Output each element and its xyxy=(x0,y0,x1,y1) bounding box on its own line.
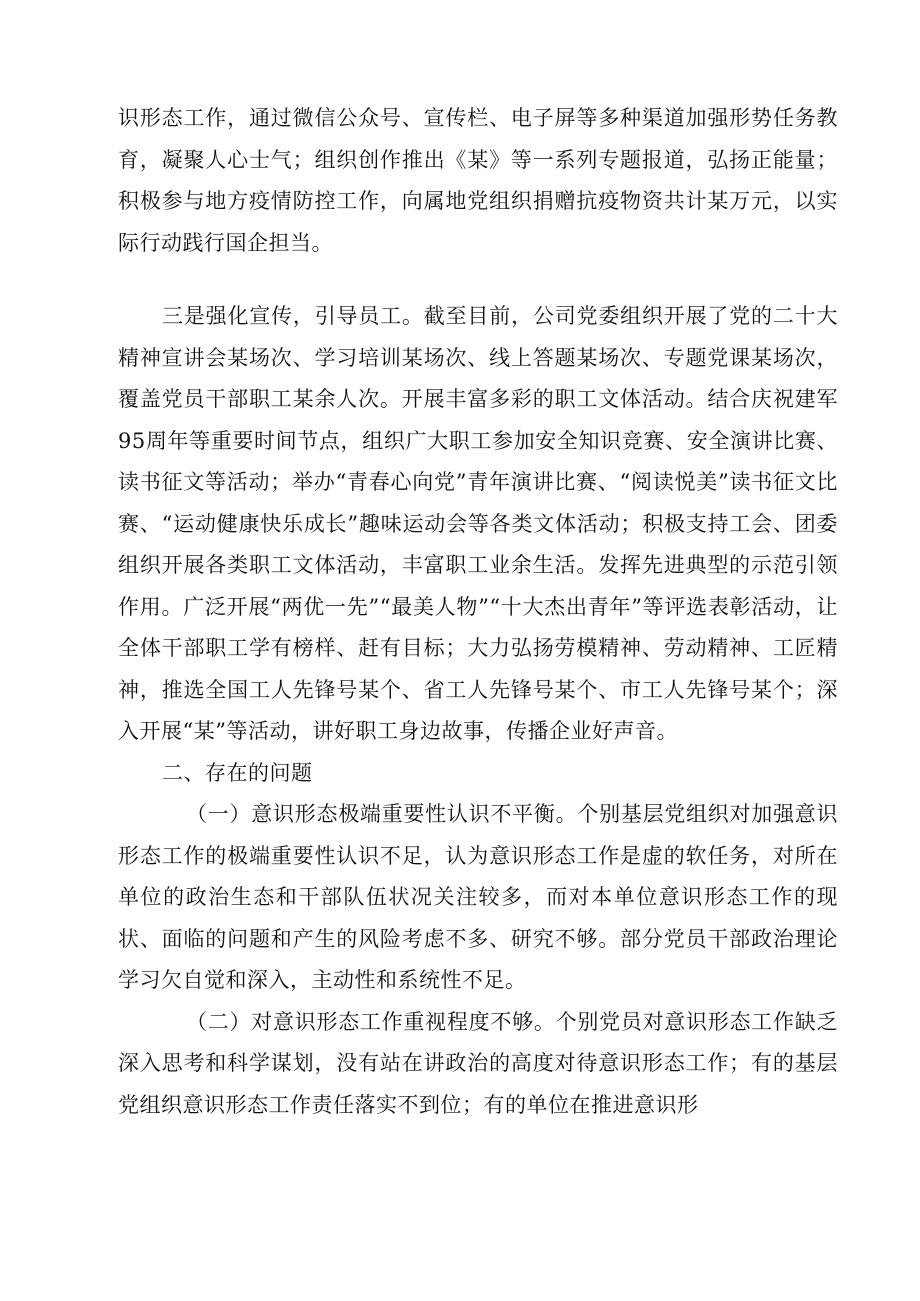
paragraph-publicity: 三是强化宣传，引导员工。截至目前，公司党委组织开展了党的二十大精神宣讲会某场次、学习培训某场次、线上答题某场次、专题党课某场次，覆盖党员干部职工某余人次。开展丰富多彩的职工文体活动。结合庆祝建军95周年等重要时间节点，组织广大职工参加安全知识竞赛、安全演讲比赛、读书征文等活动；举办“青春心向党”青年演讲比赛、“阅读悦美”读书征文比赛、“运动健康快乐成长”趣味运动会等各类文体活动；积极支持工会、团委组织开展各类职工文体活动，丰富职工业余生活。发挥先进典型的示范引领作用。广泛开展“两优一先”“最美人物”“十大杰出青年”等评选表彰活动，让全体干部职工学有榜样、赶有目标；大力弘扬劳模精神、劳动精神、工匠精神，推选全国工人先锋号某个、省工人先锋号某个、市工人先锋号某个；深入开展“某”等活动，讲好职工身边故事，传播企业好声音。 xyxy=(118,304,838,743)
paragraph-problem-2: （二）对意识形态工作重视程度不够。个别党员对意识形态工作缺乏深入思考和科学谋划，没有站在讲政治的高度对待意识形态工作；有的基层党组织意识形态工作责任落实不到位；有的单位在推进意识形 xyxy=(118,1009,838,1117)
paragraph-continuation: 识形态工作，通过微信公众号、宣传栏、电子屏等多种渠道加强形势任务教育，凝聚人心士气；组织创作推出《某》等一系列专题报道，弘扬正能量；积极参与地方疫情防控工作，向属地党组织捐赠抗疫物资共计某万元，以实际行动践行国企担当。 xyxy=(118,106,838,255)
section-heading: 二、存在的问题 xyxy=(162,760,313,785)
paragraph-problem-1: （一）意识形态极端重要性认识不平衡。个别基层党组织对加强意识形态工作的极端重要性认识不足，认为意识形态工作是虚的软任务，对所在单位的政治生态和干部队伍状况关注较多，而对本单位意识形态工作的现状、面临的问题和产生的风险考虑不多、研究不够。部分党员干部政治理论学习欠自觉和深入，主动性和系统性不足。 xyxy=(118,802,838,992)
document-page xyxy=(118,98,838,1126)
